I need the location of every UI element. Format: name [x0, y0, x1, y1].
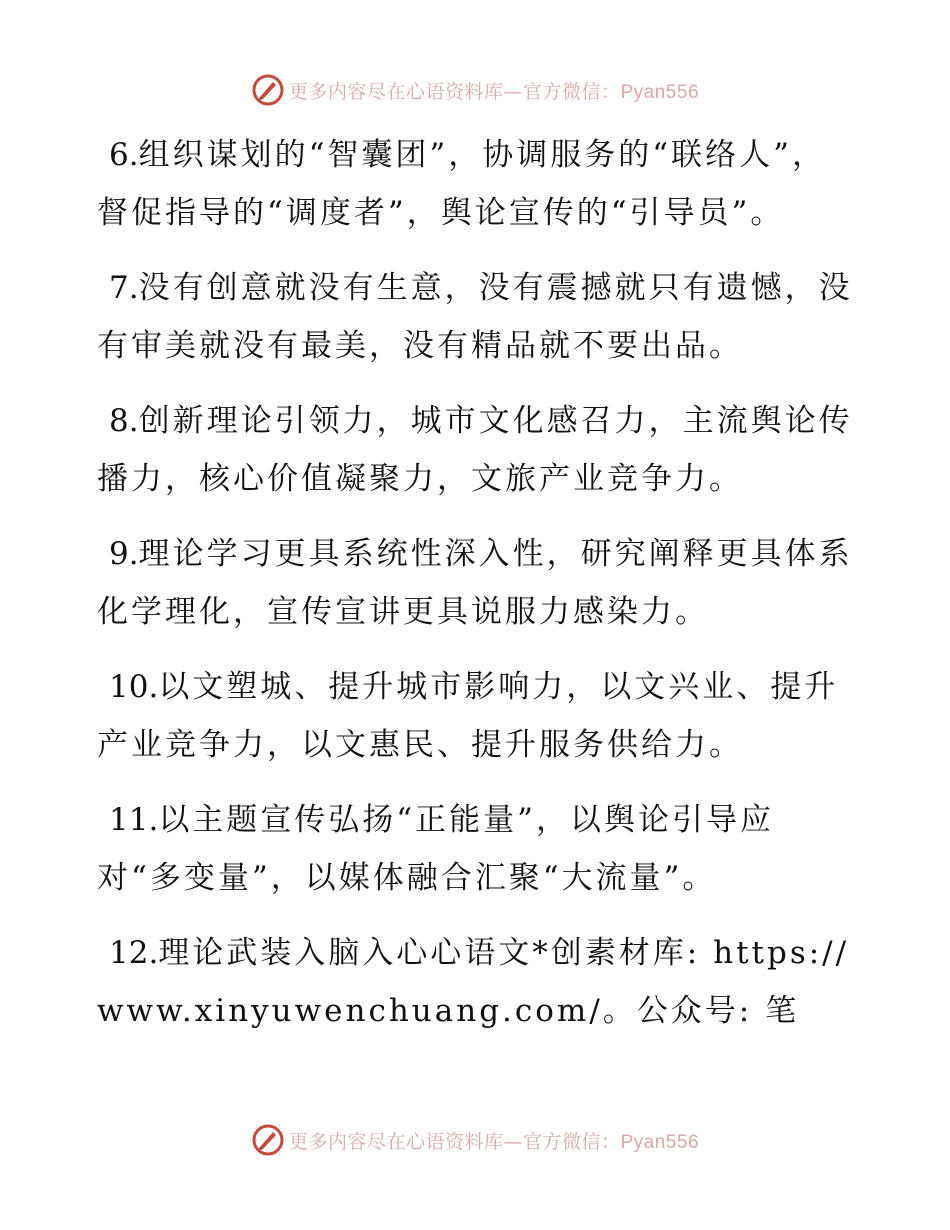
list-item	[97, 791, 857, 907]
item-number: 11.	[109, 802, 159, 838]
item-number: 6.	[109, 137, 139, 173]
list-item	[97, 126, 857, 242]
footer-banner	[0, 1120, 950, 1160]
item-text: 理论武装入脑入心心语文*创素材库: https://www.xinyuwenchuang.com/。公众号: 笔	[97, 935, 850, 1029]
item-number: 12.	[109, 935, 159, 971]
header-banner	[0, 70, 950, 110]
document-body	[97, 126, 857, 1057]
list-item	[97, 924, 857, 1040]
item-number: 7.	[109, 270, 139, 306]
list-item	[97, 392, 857, 508]
banner-wechat-id: Pyan556	[620, 81, 700, 103]
item-number: 8.	[109, 403, 139, 439]
item-text: 以文塑城、提升城市影响力，以文兴业、提升产业竞争力，以文惠民、提升服务供给力。	[97, 669, 839, 763]
list-item	[97, 658, 857, 774]
item-text: 以主题宣传弘扬“正能量”，以舆论引导应对“多变量”，以媒体融合汇聚“大流量”。	[97, 802, 775, 896]
brand-logo-icon	[251, 73, 285, 107]
list-item	[97, 259, 857, 375]
item-text: 理论学习更具系统性深入性，研究阐释更具体系化学理化，宣传宣讲更具说服力感染力。	[97, 536, 853, 630]
banner-text: 更多内容尽在心语资料库—官方微信：Pyan556	[288, 80, 700, 103]
brand-logo-icon	[251, 1123, 285, 1157]
item-text: 创新理论引领力，城市文化感召力，主流舆论传播力，核心价值凝聚力，文旅产业竞争力。	[97, 403, 853, 497]
item-number: 9.	[109, 536, 139, 572]
item-text: 组织谋划的“智囊团”，协调服务的“联络人”，督促指导的“调度者”，舆论宣传的“引导员”。	[97, 137, 826, 231]
banner-text: 更多内容尽在心语资料库—官方微信：Pyan556	[288, 1130, 700, 1153]
list-item	[97, 525, 857, 641]
banner-wechat-id: Pyan556	[620, 1131, 700, 1153]
item-number: 10.	[109, 669, 159, 705]
item-text: 没有创意就没有生意，没有震撼就只有遗憾，没有审美就没有最美，没有精品就不要出品。	[97, 270, 853, 364]
